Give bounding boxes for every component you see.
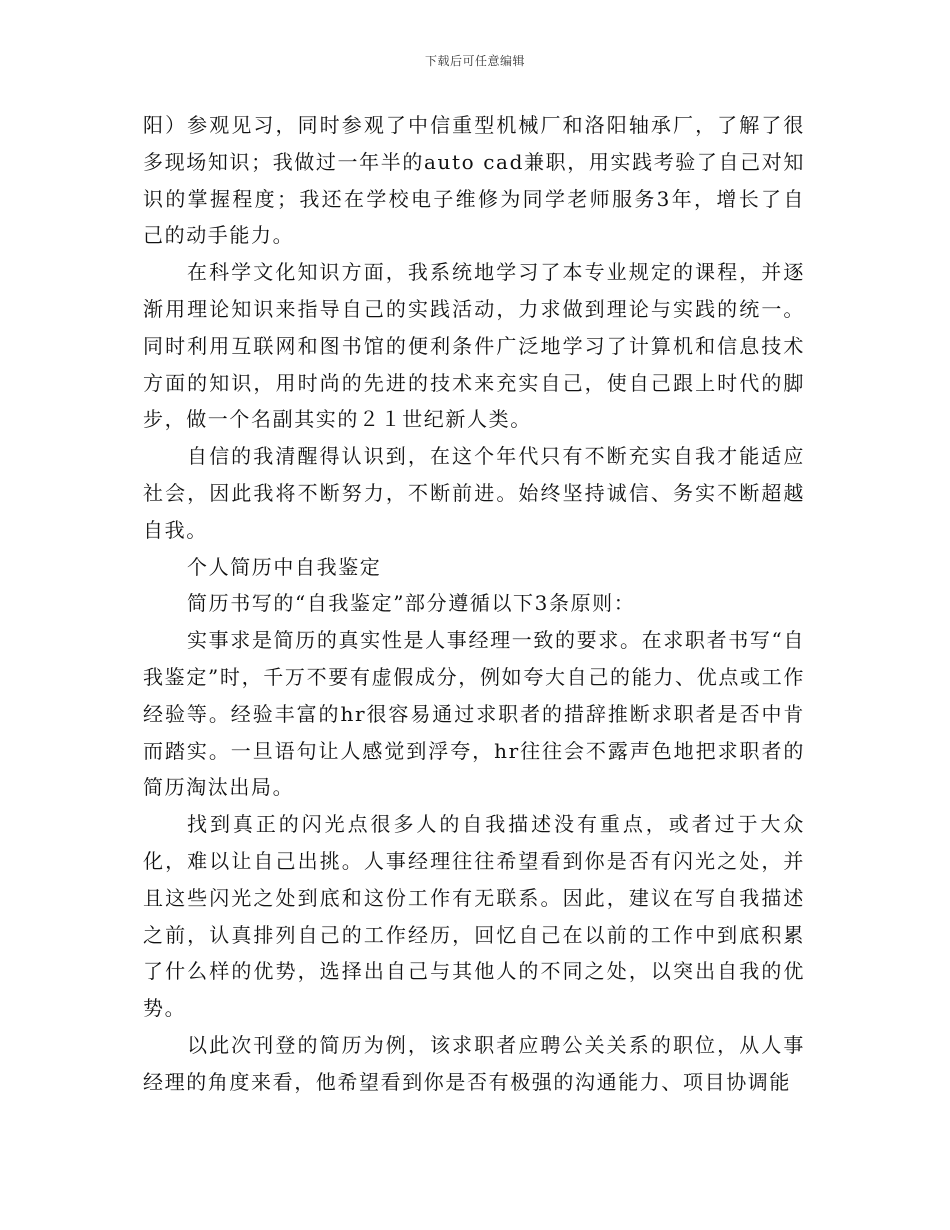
paragraph: 以此次刊登的简历为例，该求职者应聘公关关系的职位，从人事经理的角度来看，他希望看到你是否有极强的沟通能力、项目协调能 [143,1032,805,1094]
paragraph: 自信的我清醒得认识到，在这个年代只有不断充实自我才能适应社会，因此我将不断努力，不断前进。始终坚持诚信、务实不断超越自我。 [143,444,805,542]
paragraph: 简历书写的“自我鉴定”部分遵循以下3条原则： [187,591,636,616]
paragraph: 实事求是简历的真实性是人事经理一致的要求。在求职者书写“自我鉴定”时，千万不要有虚假成分，例如夸大自己的能力、优点或工作经验等。经验丰富的hr很容易通过求职者的措辞推断求职者是否中肯而踏实。一旦语句让人感觉到浮夸，hr往往会不露声色地把求职者的简历淘汰出局。 [143,628,805,800]
paragraph: 找到真正的闪光点很多人的自我描述没有重点，或者过于大众化，难以让自己出挑。人事经理往往希望看到你是否有闪光之处，并且这些闪光之处到底和这份工作有无联系。因此，建议在写自我描述之前，认真排列自己的工作经历，回忆自己在以前的工作中到底积累了什么样的优势，选择出自己与其他人的不同之处，以突出自我的优势。 [143,812,805,1021]
document-body [143,107,805,1101]
section-heading: 个人简历中自我鉴定 [187,554,382,579]
page-header: 下载后可任意编辑 [424,54,525,68]
paragraph: 阳）参观见习，同时参观了中信重型机械厂和洛阳轴承厂，了解了很多现场知识；我做过一年半的auto cad兼职，用实践考验了自己对知识的掌握程度；我还在学校电子维修为同学老师服务3年，增长了自己的动手能力。 [143,113,805,248]
paragraph: 在科学文化知识方面，我系统地学习了本专业规定的课程，并逐渐用理论知识来指导自己的实践活动，力求做到理论与实践的统一。同时利用互联网和图书馆的便利条件广泛地学习了计算机和信息技术方面的知识，用时尚的先进的技术来充实自己，使自己跟上时代的脚步，做一个名副其实的２１世纪新人类。 [143,260,805,432]
